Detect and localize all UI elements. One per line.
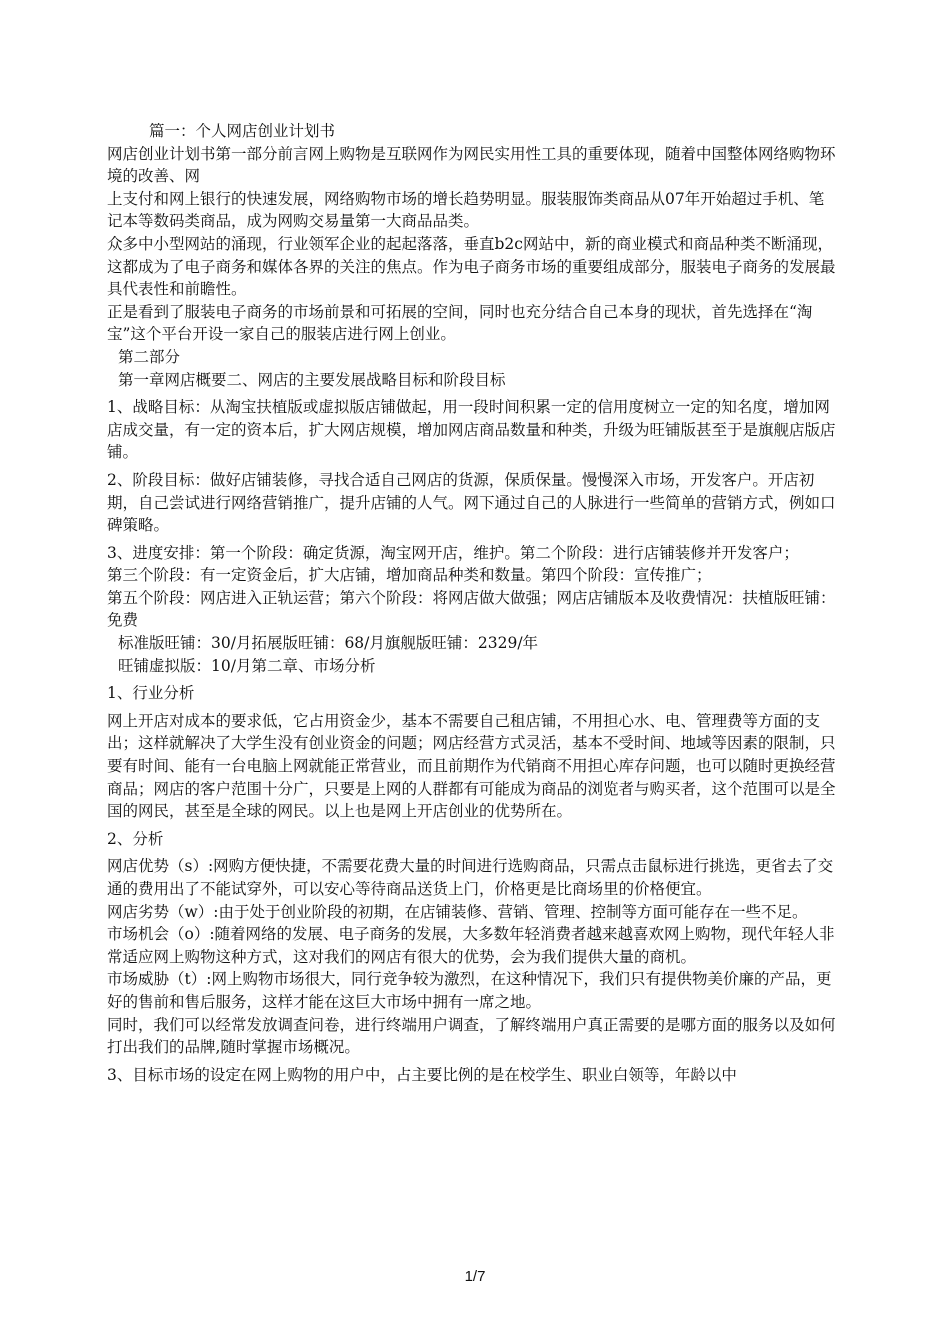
document-body — [107, 120, 837, 1086]
paragraph: 旺铺虚拟版：10/月第二章、市场分析 — [118, 656, 376, 675]
paragraph: 网店劣势（w）:由于处于创业阶段的初期，在店铺装修、营销、管理、控制等方面可能存在一些不足。 — [107, 902, 808, 921]
paragraph: 网店创业计划书第一部分前言网上购物是互联网作为网民实用性工具的重要体现，随着中国整体网络购物环境的改善、网 — [107, 144, 836, 186]
paragraph: 众多中小型网站的涌现，行业领军企业的起起落落，垂直b2c网站中，新的商业模式和商品种类不断涌现，这都成为了电子商务和媒体各界的关注的焦点。作为电子商务市场的重要组成部分，服装电子商务的发展最具代表性和前瞻性。 — [107, 234, 836, 299]
subsection-heading: 1、行业分析 — [107, 684, 195, 703]
paragraph: 同时，我们可以经常发放调查问卷，进行终端用户调查，了解终端用户真正需要的是哪方面的服务以及如何打出我们的品牌,随时掌握市场概况。 — [107, 1015, 836, 1057]
paragraph: 正是看到了服装电子商务的市场前景和可拓展的空间，同时也充分结合自己本身的现状，首先选择在“淘宝”这个平台开设一家自己的服装店进行网上创业。 — [107, 302, 813, 344]
paragraph: 3、目标市场的设定在网上购物的用户中，占主要比例的是在校学生、职业白领等，年龄以中 — [107, 1065, 737, 1084]
paragraph: 3、进度安排：第一个阶段：确定货源，淘宝网开店，维护。第二个阶段：进行店铺装修并开发客户； — [107, 543, 799, 562]
subsection-heading: 2、分析 — [107, 829, 164, 848]
paragraph: 网上开店对成本的要求低，它占用资金少，基本不需要自己租店铺，不用担心水、电、管理费等方面的支出；这样就解决了大学生没有创业资金的问题；网店经营方式灵活，基本不受时间、地域等因素的限制，只要有时间、能有一台电脑上网就能正常营业，而且前期作为代销商不用担心库存问题，也可以随时更换经营商品；网店的客户范围十分广，只要是上网的人群都有可能成为商品的浏览者与购买者，这个范围可以是全国的网民，甚至是全球的网民。以上也是网上开店创业的优势所在。 — [107, 711, 836, 821]
paragraph: 网店优势（s）:网购方便快捷，不需要花费大量的时间进行选购商品，只需点击鼠标进行挑选，更省去了交通的费用出了不能试穿外，可以安心等待商品送货上门，价格更是比商场里的价格便宜。 — [107, 857, 834, 898]
paragraph: 2、阶段目标：做好店铺装修，寻找合适自己网店的货源，保质保量。慢慢深入市场，开发客户。开店初期，自己尝试进行网络营销推广，提升店铺的人气。网下通过自己的人脉进行一些简单的营销方式，例如口碑策略。 — [107, 470, 836, 535]
paragraph: 第三个阶段：有一定资金后，扩大店铺，增加商品种类和数量。第四个阶段：宣传推广； — [107, 566, 712, 585]
paragraph: 1、战略目标：从淘宝扶植版或虚拟版店铺做起，用一段时间积累一定的信用度树立一定的知名度，增加网店成交量，有一定的资本后，扩大网店规模，增加网店商品数量和种类，升级为旺铺版甚至于是旗舰店版店铺。 — [107, 398, 836, 462]
page-number: 1/7 — [464, 1268, 486, 1285]
paragraph: 市场机会（o）:随着网络的发展、电子商务的发展，大多数年轻消费者越来越喜欢网上购物，现代年轻人非常适应网上购物这种方式，这对我们的网店有很大的优势，会为我们提供大量的商机。 — [107, 925, 835, 966]
paragraph: 市场威胁（t）:网上购物市场很大，同行竞争较为激烈，在这种情况下，我们只有提供物美价廉的产品，更好的售前和售后服务，这样才能在这巨大市场中拥有一席之地。 — [107, 970, 832, 1011]
section-heading: 第二部分 — [118, 347, 181, 366]
paragraph: 第五个阶段：网店进入正轨运营；第六个阶段：将网店做大做强；网店店铺版本及收费情况：扶植版旺铺：免费 — [107, 588, 836, 630]
chapter-heading: 第一章网店概要二、网店的主要发展战略目标和阶段目标 — [118, 370, 506, 389]
paragraph: 上支付和网上银行的快速发展，网络购物市场的增长趋势明显。服装服饰类商品从07年开始超过手机、笔记本等数码类商品，成为网购交易量第一大商品品类。 — [107, 189, 825, 231]
paragraph: 标准版旺铺：30/月拓展版旺铺：68/月旗舰版旺铺：2329/年 — [118, 634, 539, 653]
document-title: 篇一：个人网店创业计划书 — [149, 122, 336, 140]
